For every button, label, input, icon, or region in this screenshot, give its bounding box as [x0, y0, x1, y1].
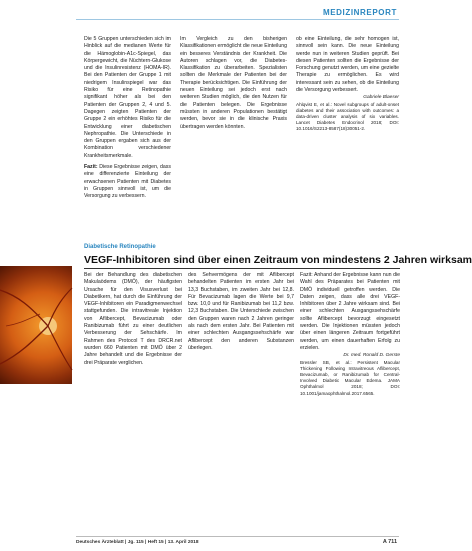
article-col3-text: Fazit: Anhand der Ergebnisse kann nun die Wahl des Präparates bei Patienten mit DMÖ individuell getroffen werden. Die Daten zeigen, dass alle drei VEGF-Inhibitoren über 2 Jahre wirksam sind. Bei einer schlechten Ausgangssehschärfe sollte Aflibercept bevorzugt eingesetzt werden. Die Injektionen müssten jedoch über einen längeren Zeitraum fortgeführt werden, um einen dauerhaften Erfolg zu erzielen.	[300, 272, 400, 351]
footer-journal: Deutsches Ärzteblatt | Jg. 115 | Heft 15 | 13. April 2018	[76, 540, 199, 545]
article-column-1	[84, 272, 182, 367]
retina-vessels-icon	[0, 266, 72, 384]
article-author: Dr. med. Ronald D. Gerste	[343, 353, 400, 359]
top-article-fazit-label: Fazit:	[84, 164, 98, 171]
section-header: MEDIZINREPORT	[322, 8, 397, 17]
article-headline: VEGF-Inhibitoren sind über einen Zeitraum von mindestens 2 Jahren wirksam	[84, 254, 472, 266]
footer-page-number: A 711	[382, 539, 397, 545]
top-article-fazit-text: Diese Ergebnisse zeigen, dass eine differenzierte Einteilung der erwachsenen Patienten mit Diabetes in Gruppen sinnvoll ist, um die Versorgung zu verbessern.	[84, 164, 171, 200]
top-article-col1-text: Die 5 Gruppen unterschieden sich im Hinblick auf die medianen Werte für die Hämoglobin-A1c-Spiegel, das Körpergewicht, die Nüchtern-Glukose und die Insulinresistenz (HOMA-IR). Bei den Patienten der Gruppe 1 mit niedrigem Insulinspiegel war das Risiko für eine Retinopathie signifikant höher als bei den Patienten der Gruppen 2, 4 und 5. Dagegen zeigten Patienten der Gruppe 2 ein erhöhtes Risiko für die Entwicklung einer diabetischen Nephropathie. Die Unterschiede in den Gruppen ergaben sich aus der Kombination verschiedener Krankheitsmerkmale.	[84, 36, 171, 159]
top-article-column-2	[180, 36, 287, 131]
header-rule	[76, 19, 399, 20]
footer-rule	[76, 536, 399, 537]
headline-rule	[84, 268, 400, 269]
article-citation: Bressler SB, et al.: Persistent Macular Thickening Following Intravitreous Aflibercept, Bevacizumab, or Ranibizumab for Central-Involved Diabetic Macular Edema. JAMA Ophthalmol 2018; DOI: 10.1001/jamaophthalmol.2017.6565.	[300, 359, 400, 396]
article-column-2	[188, 272, 294, 352]
article-col1-text: Bei der Behandlung des diabetischen Makulaödems (DMÖ), der häufigsten Ursache für den Visusverlust bei Diabetikern, hat durch die Einführung der VEGF-Inhibitoren ein Paradigmenwechsel stattgefunden. Die intravitreale Injektion von Aflibercept, Bevacizumab oder Ranibizumab führt zu einer deutlichen Verbesserung der Sehschärfe. Im Rahmen des Protocol T des DRCR.net wurden 660 Patienten mit DMÖ über 2 Jahre behandelt und die Ergebnisse der drei Präparate verglichen.	[84, 272, 182, 366]
retina-image	[0, 266, 72, 384]
article-column-3	[300, 272, 400, 397]
article-col2-text: des Sehvermögens der mit Aflibercept behandelten Patienten im ersten Jahr bei 13,3 Buchstaben, im zweiten Jahr bei 12,8. Für Bevacizumab lagen die Werte bei 9,7 bzw. 10,0 und für Ranibizumab bei 11,2 bzw. 12,3 Buchstaben. Die Unterschiede zwischen den Gruppen waren nach 2 Jahren geringer als nach dem ersten Jahr. Bei Patienten mit einer schlechten Ausgangssehschärfe war Aflibercept den anderen Substanzen überlegen.	[188, 272, 294, 351]
top-article-col2-text: Im Vergleich zu den bisherigen Klassifikationen ermöglicht die neue Einteilung ein besseres Verständnis der Krankheit. Die Autoren schlagen vor, die Diabetes-Klassifikation zu überarbeiten. Spezialisten sollten die Merkmale der Patienten bei der Therapie berücksichtigen. Die Einführung der neuen Einteilung sei jedoch erst nach weiteren Studien möglich, die den Nutzen für die Patienten belegen. Die Ergebnisse müssten in anderen Populationen bestätigt werden, bevor sie in die klinische Praxis übertragen werden könnten.	[180, 36, 287, 130]
top-article-column-1	[84, 36, 171, 201]
top-article-column-3	[296, 36, 399, 133]
top-article-col3-text: ob eine Einteilung, die sehr homogen ist, sinnvoll sein kann. Die neue Einteilung werde nun in weiteren Studien geprüft. Bei diesen Patienten sollten die Ergebnisse der Forschung genutzt werden, um eine gezielte Therapie zu ermöglichen. Es wird interessant sein zu sehen, ob die Einteilung die Versorgung verbessert.	[296, 36, 399, 94]
top-article-citation: Ahlqvist E, et al.: Novel subgroups of adult-onset diabetes and their association with outcomes: a data-driven cluster analysis of six variables. Lancet Diabetes Endocrinol 2018; DOI: 10.1016/S2213-8587(18)30051-2.	[296, 101, 399, 132]
top-article-author: Gabriele Blaeser	[363, 95, 399, 101]
article-kicker: Diabetische Retinopathie	[84, 244, 156, 250]
